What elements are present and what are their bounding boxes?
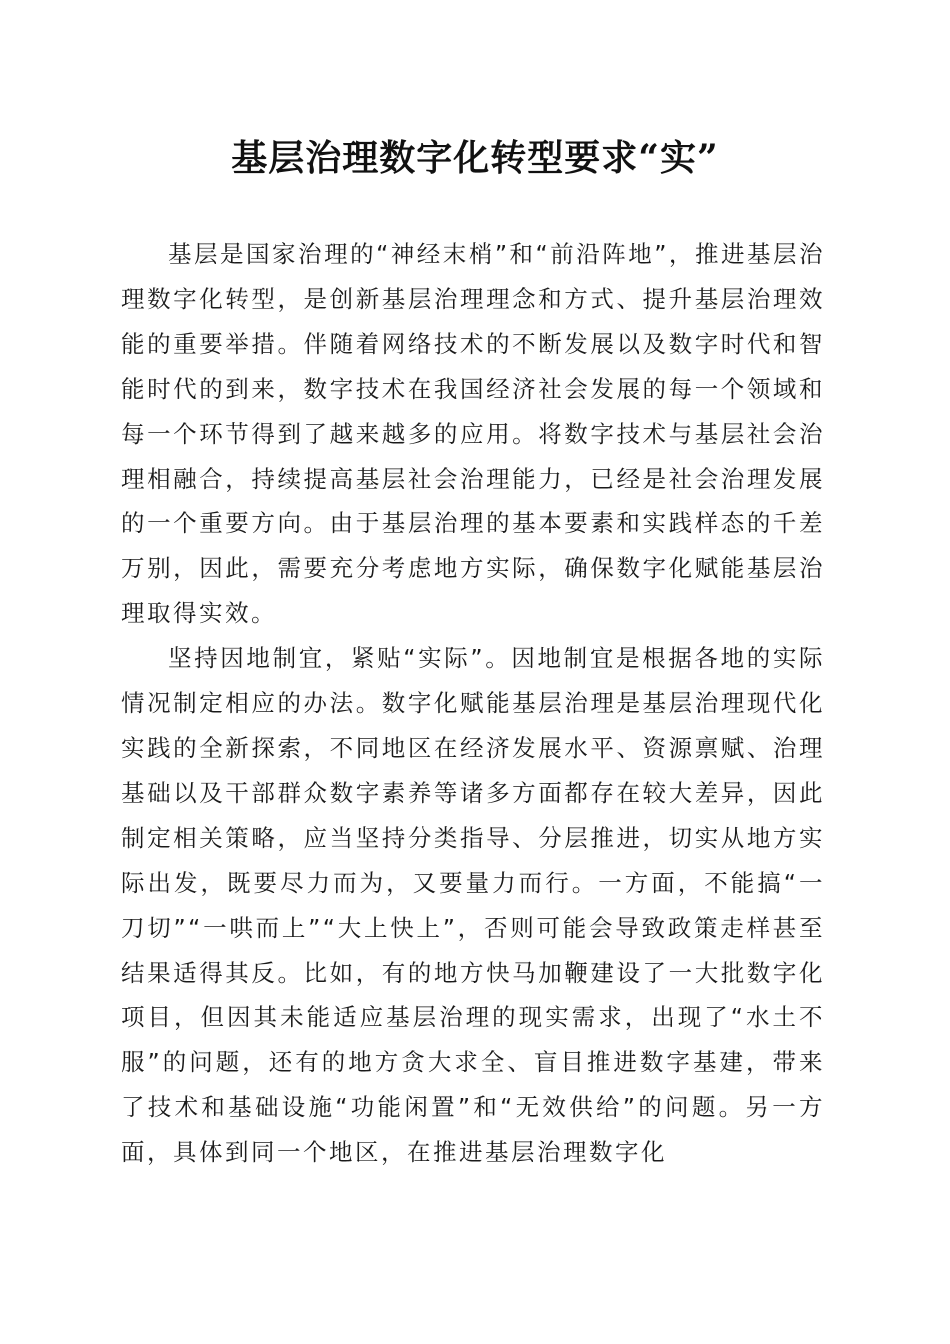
- paragraph-intro: 基层是国家治理的“神经末梢”和“前沿阵地”，推进基层治理数字化转型，是创新基层治理理念和方式、提升基层治理效能的重要举措。伴随着网络技术的不断发展以及数字时代和智能时代的到来，数字技术在我国经济社会发展的每一个领域和每一个环节得到了越来越多的应用。将数字技术与基层社会治理相融合，持续提高基层社会治理能力，已经是社会治理发展的一个重要方向。由于基层治理的基本要素和实践样态的千差万别，因此，需要充分考虑地方实际，确保数字化赋能基层治理取得实效。: [121, 240, 825, 628]
- document-body: [121, 232, 825, 1175]
- paragraph-local-conditions: 坚持因地制宜，紧贴“实际”。因地制宜是根据各地的实际情况制定相应的办法。数字化赋能基层治理是基层治理现代化实践的全新探索，不同地区在经济发展水平、资源禀赋、治理基础以及干部群众数字素养等诸多方面都存在较大差异，因此制定相关策略，应当坚持分类指导、分层推进，切实从地方实际出发，既要尽力而为，又要量力而行。一方面，不能搞“一刀切”“一哄而上”“大上快上”，否则可能会导致政策走样甚至结果适得其反。比如，有的地方快马加鞭建设了一大批数字化项目，但因其未能适应基层治理的现实需求，出现了“水土不服”的问题，还有的地方贪大求全、盲目推进数字基建，带来了技术和基础设施“功能闲置”和“无效供给”的问题。另一方面，具体到同一个地区，在推进基层治理数字化: [121, 644, 825, 1167]
- document-title: 基层治理数字化转型要求“实”: [231, 137, 719, 179]
